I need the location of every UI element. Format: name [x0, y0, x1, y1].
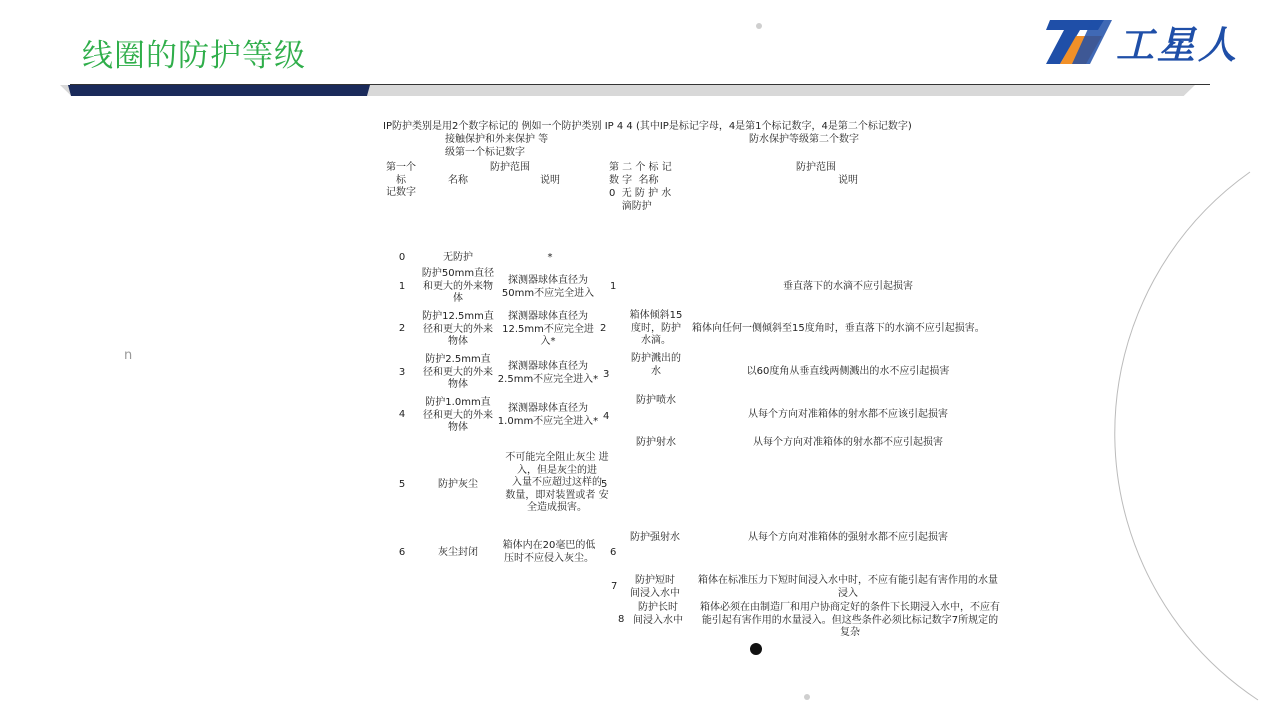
- left-row-desc: 探测器球体直径为 12.5mm不应完全进 入*: [502, 311, 594, 347]
- right-row-desc: 从每个方向对准箱体的强射水都不应引起损害: [748, 532, 948, 543]
- right-row-desc: 以60度角从垂直线两侧溅出的水不应引起损害: [746, 366, 950, 377]
- left-row-name: 灰尘封闭: [438, 547, 478, 558]
- right-row-name: 防护长时 间浸入水中: [633, 602, 683, 626]
- right-row-name: 箱体倾斜15 度时，防护 水滴。: [629, 310, 683, 346]
- right-row-num: 1: [610, 281, 617, 292]
- right-row-name: 防护喷水: [636, 395, 676, 406]
- decor-dot: [756, 23, 762, 29]
- left-row-desc: 箱体内在20毫巴的低 压时不应侵入灰尘。: [502, 540, 596, 564]
- left-row-desc: 不可能完全阻止灰尘 进 入，但是灰尘的进 入量不应超过这样的 数量，即对装置或者 安 全造成损害。: [505, 452, 609, 513]
- header-range-left: 防护范围: [490, 162, 530, 173]
- right-row-desc: 箱体必须在由制造厂和用户协商定好的条件下长期浸入水中，不应有 能引起有害作用的水量浸入。但这些条件必须比标记数字7所规定的 复杂: [700, 602, 1000, 638]
- right-row-num: 5: [601, 479, 608, 490]
- header-divider: [70, 84, 1210, 85]
- right-group-heading: 防水保护等级第二个数字: [749, 134, 859, 145]
- right-row-name: 防护溅出的 水: [631, 353, 681, 377]
- right-row-num: 3: [603, 369, 610, 380]
- left-row-num: 1: [398, 281, 406, 292]
- header-second-number: 第 二 个 标 记 数 字 名称: [609, 162, 672, 186]
- right-row-desc: 从每个方向对准箱体的射水都不应引起损害: [753, 437, 943, 448]
- right-row-desc: 箱体在标准压力下短时间浸入水中时，不应有能引起有害作用的水量 浸入: [698, 575, 998, 599]
- left-row-num: 4: [398, 409, 406, 420]
- left-row-desc: *: [547, 252, 553, 263]
- stray-letter: n: [124, 348, 133, 363]
- page-title: 线圈的防护等级: [82, 38, 306, 74]
- right-row-num: 4: [603, 411, 610, 422]
- logo-text: 工星人: [1116, 23, 1240, 67]
- header-band-accent: [68, 85, 370, 96]
- water-row-0: 0 无 防 护 水 滴防护: [609, 188, 672, 212]
- right-row-desc: 箱体向任何一侧倾斜至15度角时，垂直落下的水滴不应引起损害。: [692, 323, 985, 334]
- right-row-num: 8: [618, 614, 625, 625]
- left-row-desc: 探测器球体直径为 50mm不应完全进入: [501, 275, 595, 299]
- header-first-number: 第一个 标 记数字: [386, 162, 416, 198]
- left-row-num: 6: [398, 547, 406, 558]
- header-desc-left: 说明: [540, 175, 560, 186]
- left-row-desc: 探测器球体直径为 1.0mm不应完全进入*: [497, 403, 599, 427]
- left-row-num: 3: [398, 367, 406, 378]
- right-row-num: 7: [611, 581, 618, 592]
- left-row-name: 无防护: [443, 252, 473, 263]
- left-row-name: 防护50mm直径 和更大的外来物 体: [421, 268, 495, 304]
- header-range-right: 防护范围: [796, 162, 836, 173]
- header-name: 名称: [448, 175, 468, 186]
- header-desc-right: 说明: [838, 175, 858, 186]
- intro-text: IP防护类别是用2个数字标记的 例如一个防护类别 IP 4 4 (其中IP是标记字母，4是第1个标记数字，4是第二个标记数字): [383, 121, 912, 132]
- right-row-name: 防护短时 间浸入水中: [630, 575, 680, 599]
- left-row-name: 防护灰尘: [438, 479, 478, 490]
- left-row-desc: 探测器球体直径为 2.5mm不应完全进入*: [497, 361, 599, 385]
- left-row-num: 0: [398, 252, 406, 263]
- bullet-dot: [750, 643, 762, 655]
- right-row-desc: 从每个方向对准箱体的射水都不应该引起损害: [748, 409, 948, 420]
- left-row-num: 2: [398, 323, 406, 334]
- left-row-name: 防护1.0mm直 径和更大的外来 物体: [423, 397, 493, 433]
- right-row-name: 防护射水: [636, 437, 676, 448]
- left-group-heading: 接触保护和外来保护 等 级第一个标记数字: [445, 134, 549, 158]
- right-row-desc: 垂直落下的水滴不应引起损害: [783, 281, 913, 292]
- left-row-name: 防护2.5mm直 径和更大的外来 物体: [423, 354, 493, 390]
- right-row-num: 6: [610, 547, 617, 558]
- left-row-name: 防护12.5mm直 径和更大的外来 物体: [422, 311, 494, 347]
- decor-dot: [804, 694, 810, 700]
- left-row-num: 5: [398, 479, 406, 490]
- right-row-name: 防护强射水: [630, 532, 680, 543]
- right-row-num: 2: [600, 323, 607, 334]
